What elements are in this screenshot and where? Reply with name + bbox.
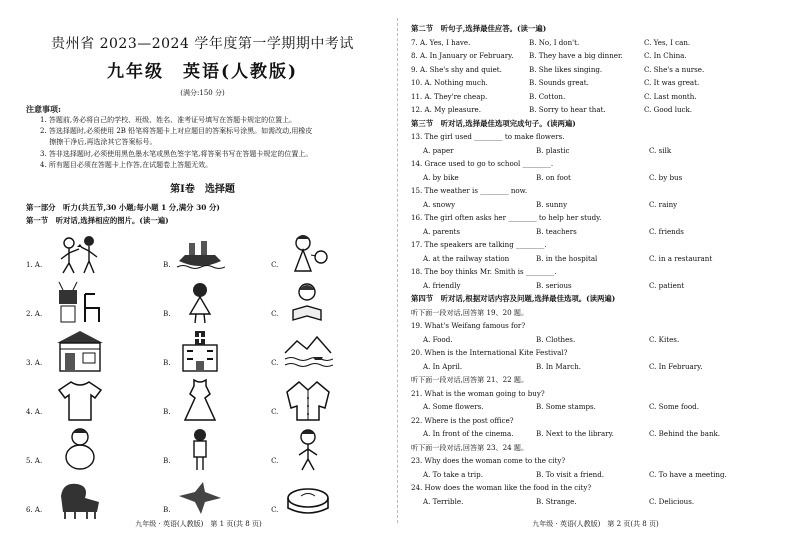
options-13: A. paper B. plastic C. silk <box>423 145 672 155</box>
options-24: A. Terrible. B. Strange. C. Delicious. <box>423 496 695 506</box>
boat-icon <box>175 231 225 275</box>
listening-instruction: 听下面一段对话,回答第 21、22 题。 <box>411 375 529 384</box>
question-23: 23. Why does the woman come to the city? <box>411 456 566 465</box>
options-14: A. by bike B. on foot C. by bus <box>423 172 683 182</box>
hospital-icon <box>175 329 225 373</box>
section2-title: 第二节 听句子,选择最佳应答。(读一遍) <box>411 24 547 33</box>
option-b: B. <box>163 231 271 275</box>
question-number: 1. A. <box>26 261 43 270</box>
option-b: B. <box>163 378 271 422</box>
option-a <box>55 427 163 471</box>
option-a <box>55 280 163 324</box>
question-12: 12. A. My pleasure. B. Sorry to hear that. C. Good luck. <box>411 105 693 114</box>
question-17: 17. The speakers are talking ________. <box>411 240 547 249</box>
question-15: 15. The weather is ________ now. <box>411 186 528 195</box>
question-14: 14. Grace used to go to school ________. <box>411 159 554 168</box>
question-21: 21. What is the woman going to buy? <box>411 388 545 398</box>
option-a <box>55 476 163 520</box>
picture-question-1 <box>26 227 379 275</box>
option-c: C. <box>271 280 379 324</box>
picture-question-6 <box>26 472 379 520</box>
options-16: A. parents B. teachers C. friends <box>423 226 684 236</box>
question-number: 5. A. <box>26 457 43 466</box>
mooncake-icon <box>283 476 333 520</box>
option-a <box>55 231 163 275</box>
kids-icon <box>55 231 105 275</box>
options-20: A. In April. B. In March. C. In February. <box>423 361 703 371</box>
option-a <box>55 378 163 422</box>
option-b: B. <box>163 427 271 471</box>
options-17: A. at the railway station B. in the hospital C. in a restaurant <box>423 253 713 263</box>
shirt-icon <box>283 378 333 422</box>
option-b: B. <box>163 280 271 324</box>
page-footer: 九年级 · 英语(人教版) 第 2 页(共 8 页) <box>532 520 659 528</box>
question-11: 11. A. They're cheap. B. Cotton. C. Last month. <box>411 91 697 101</box>
notice-item: 擦擦干净后,再选涂其它答案标号。 <box>40 138 157 147</box>
question-19: 19. What's Weifang famous for? <box>411 321 526 330</box>
question-22: 22. Where is the post office? <box>411 415 514 425</box>
full-score: (满分:150 分) <box>180 89 225 97</box>
exam-title: 贵州省 2023—2024 学年度第一学期期中考试 <box>51 36 354 52</box>
question-number: 2. A. <box>26 310 43 319</box>
notice-item: 3. 答非选择题时,必须使用黑色墨水笔或黑色签字笔,将答案书写在答题卡规定的位置上。 <box>40 149 313 158</box>
picture-question-3 <box>26 325 379 373</box>
question-9: 9. A. She's shy and quiet. B. She likes singing. C. She's a nurse. <box>411 64 705 74</box>
question-24: 24. How does the woman like the food in the city? <box>411 483 592 492</box>
girl-lantern-icon <box>283 231 333 275</box>
tshirt-icon <box>55 378 105 422</box>
notice-item: 1. 答题前,务必将自己的学校、班级、姓名、准考证号填写在答题卡规定的位置上。 <box>40 116 297 124</box>
part1-title: 第一部分 听力(共五节,30 小题;每小题 1 分,满分 30 分) <box>26 203 220 213</box>
notice-item: 2. 答选择题时,必须使用 2B 铅笔将答题卡上对应题目的答案标号涂黑。如需改动,用橡皮 <box>40 127 313 136</box>
lake-icon <box>283 329 333 373</box>
option-b: B. <box>163 329 271 373</box>
option-b: B. <box>163 476 271 520</box>
question-16: 16. The girl often asks her ________ to help her study. <box>411 213 602 222</box>
girl-icon <box>175 280 225 324</box>
option-c: C. <box>271 378 379 422</box>
options-22: A. In front of the cinema. B. Next to the library. C. Behind the bank. <box>423 429 721 438</box>
option-c: C. <box>271 476 379 520</box>
section4-title: 第四节 听对话,根据对话内容及问题,选择最佳选项。(读两遍) <box>411 294 616 303</box>
tv-chair-icon <box>55 280 105 324</box>
question-number: 6. A. <box>26 506 43 515</box>
section3-title: 第三节 听对话,选择最佳选项完成句子。(读两遍) <box>411 118 576 128</box>
dragon-icon <box>175 476 225 520</box>
dress-icon <box>175 378 225 422</box>
notice-heading: 注意事项: <box>26 104 61 114</box>
lion-dance-icon <box>55 476 105 520</box>
page-footer: 九年级 · 英语(人教版) 第 1 页(共 8 页) <box>135 520 262 528</box>
reading-girl-icon <box>283 280 333 324</box>
option-c: C. <box>271 427 379 471</box>
question-10: 10. A. Nothing much. B. Sounds great. C. It was great. <box>411 78 700 87</box>
fat-boy-icon <box>55 427 105 471</box>
question-18: 18. The boy thinks Mr. Smith is ________. <box>411 267 557 276</box>
question-20: 20. When is the International Kite Festival? <box>411 348 568 357</box>
question-7: 7. A. Yes, I have. B. No, I don't. C. Yes, I can. <box>411 37 691 47</box>
question-number: 3. A. <box>26 359 43 368</box>
picture-question-5 <box>26 423 379 471</box>
boy-icon <box>283 427 333 471</box>
right-page <box>397 0 794 543</box>
option-c: C. <box>271 231 379 275</box>
notice-item: 4. 所有题目必须在答题卡上作答,在试题卷上答题无效。 <box>40 160 213 169</box>
picture-question-4 <box>26 374 379 422</box>
options-18: A. friendly B. serious C. patient <box>423 280 685 290</box>
question-8: 8. A. In January or February. B. They have a big dinner. C. In China. <box>411 51 687 60</box>
options-21: A. Some flowers. B. Some stamps. C. Some food. <box>423 402 699 411</box>
section1-title: 第一节 听对话,选择相应的图片。(读一遍) <box>26 216 169 226</box>
picture-question-2 <box>26 276 379 324</box>
listening-instruction: 听下面一段对话,回答第 19、20 题。 <box>411 307 529 317</box>
question-13: 13. The girl used ________ to make flowers. <box>411 132 565 141</box>
subject-title: 九年级 英语(人教版) <box>106 62 299 82</box>
listening-instruction: 听下面一段对话,回答第 23、24 题。 <box>411 442 529 452</box>
volume-title: 第Ⅰ卷 选择题 <box>170 184 235 196</box>
tall-girl-icon <box>175 427 225 471</box>
options-19: A. Food. B. Clothes. C. Kites. <box>423 334 680 344</box>
option-a <box>55 329 163 373</box>
options-23: A. To take a trip. B. To visit a friend. C. To have a meeting. <box>423 469 727 479</box>
options-15: A. snowy B. sunny C. rainy <box>423 199 678 209</box>
option-c: C. <box>271 329 379 373</box>
shop-icon <box>55 329 105 373</box>
question-number: 4. A. <box>26 408 43 417</box>
